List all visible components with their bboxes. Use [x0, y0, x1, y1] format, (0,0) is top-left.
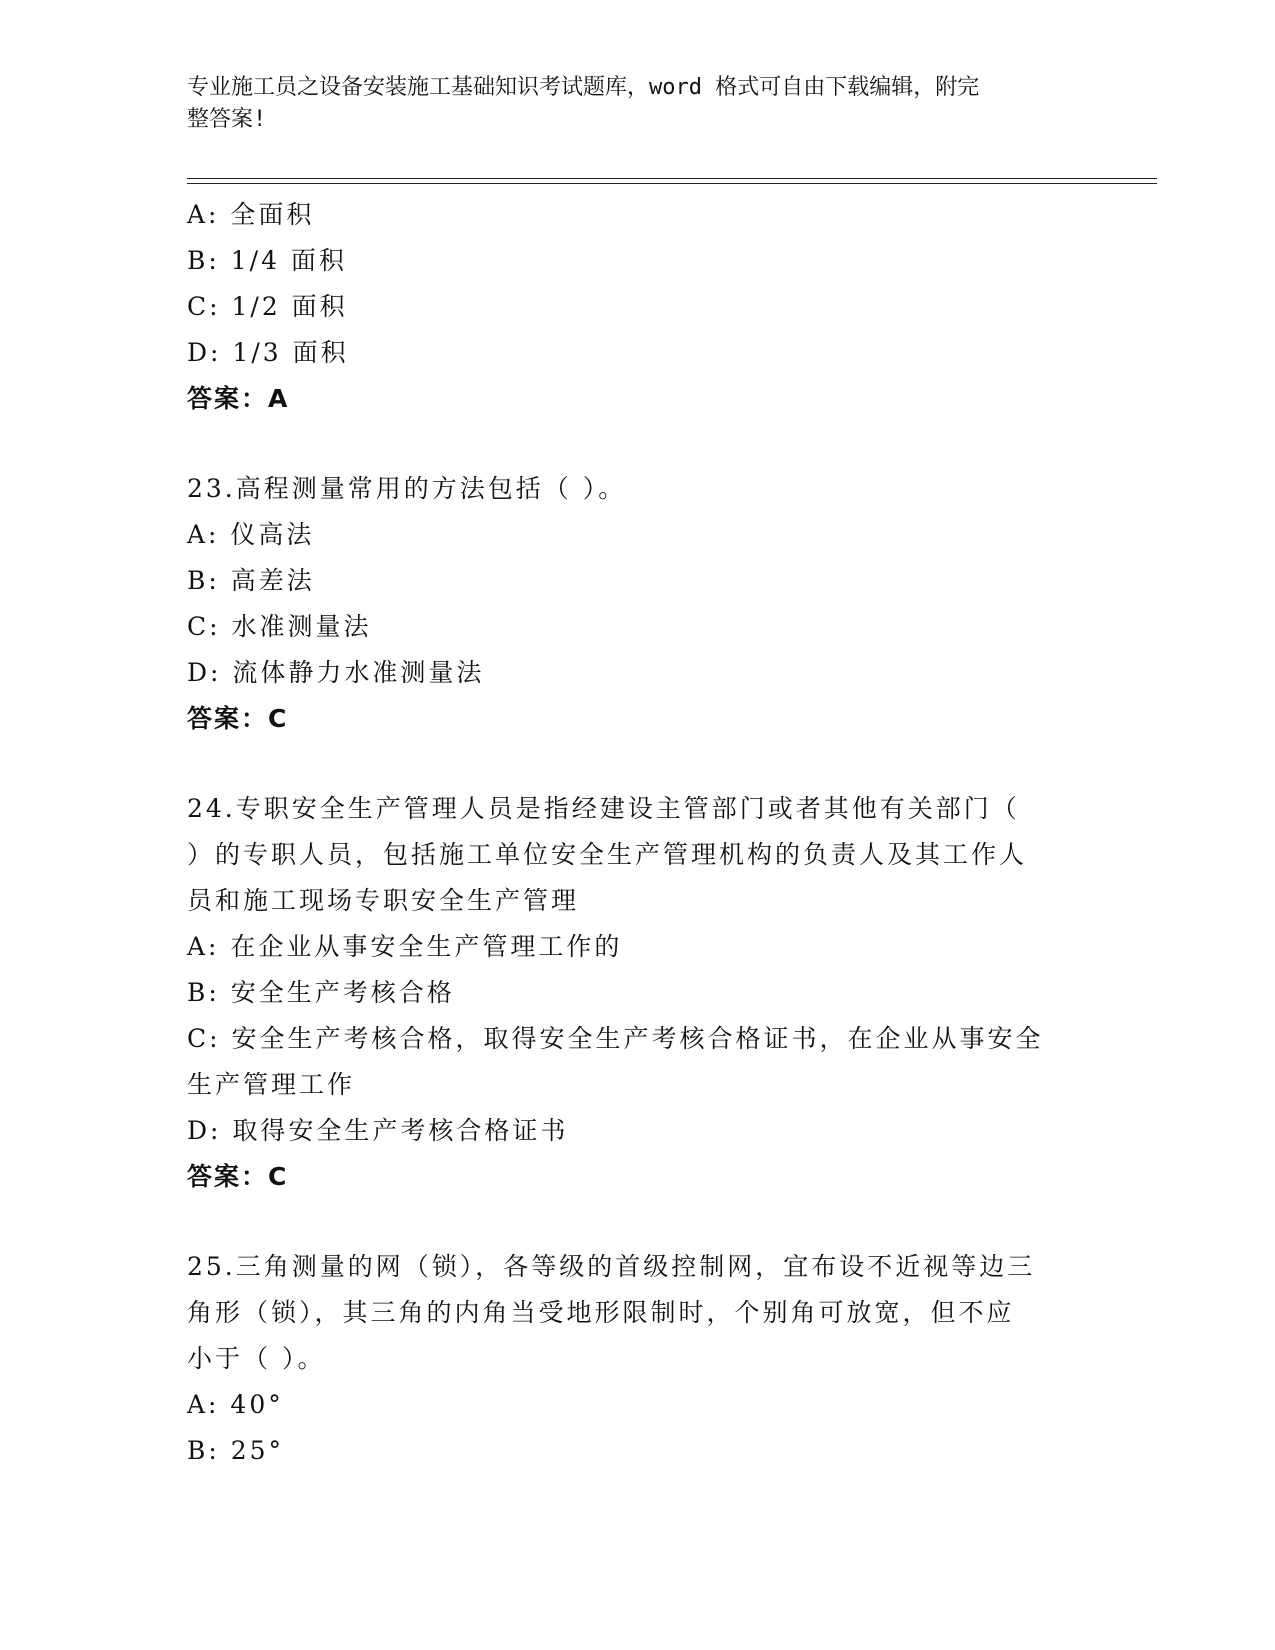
header-line-2: 整答案!	[187, 107, 267, 132]
question-block-24	[187, 786, 1077, 1200]
question-gap	[187, 742, 1077, 786]
question-stem: 23.高程测量常用的方法包括（ ）。	[187, 474, 627, 503]
option-c: C: 1/2 面积	[187, 292, 348, 321]
option-b: B: 高差法	[187, 566, 315, 595]
document-body	[187, 192, 1077, 1474]
option-b: B: 1/4 面积	[187, 246, 347, 275]
option-b: B: 安全生产考核合格	[187, 978, 455, 1007]
option-c: C: 水准测量法	[187, 612, 372, 641]
option-d: D: 流体静力水准测量法	[187, 658, 485, 687]
answer-line: 答案：C	[187, 704, 289, 733]
answer-line: 答案：A	[187, 384, 290, 413]
question-stem-line-3: 员和施工现场专职安全生产管理	[187, 886, 580, 915]
question-stem-line-2: ）的专职人员，包括施工单位安全生产管理机构的负责人及其工作人	[187, 840, 1028, 869]
option-b: B: 25°	[187, 1436, 285, 1465]
question-stem-line-1: 25.三角测量的网（锁），各等级的首级控制网，宜布设不近视等边三	[187, 1252, 1036, 1281]
question-stem-line-1: 24.专职安全生产管理人员是指经建设主管部门或者其他有关部门（	[187, 794, 1020, 823]
header-rule-top	[187, 178, 1157, 179]
question-gap	[187, 422, 1077, 466]
question-block-23	[187, 466, 1077, 742]
question-stem-line-2: 角形（锁），其三角的内角当受地形限制时，个别角可放宽，但不应	[187, 1298, 1015, 1327]
option-a: A: 40°	[187, 1390, 284, 1419]
option-a: A: 在企业从事安全生产管理工作的	[187, 932, 623, 961]
question-stem-line-3: 小于（ ）。	[187, 1344, 326, 1373]
option-d: D: 1/3 面积	[187, 338, 349, 367]
question-block-25	[187, 1244, 1077, 1474]
header-rule-bottom	[187, 183, 1157, 184]
option-c-line-1: C: 安全生产考核合格，取得安全生产考核合格证书，在企业从事安全	[187, 1024, 1044, 1053]
option-a: A: 仪高法	[187, 520, 315, 549]
option-d: D: 取得安全生产考核合格证书	[187, 1116, 569, 1145]
option-a: A: 全面积	[187, 200, 315, 229]
answer-line: 答案：C	[187, 1162, 289, 1191]
question-block-22	[187, 192, 1077, 422]
header-line-1: 专业施工员之设备安装施工基础知识考试题库，word 格式可自由下载编辑，附完	[187, 75, 980, 100]
page-header	[187, 72, 1067, 136]
option-c-line-2: 生产管理工作	[187, 1070, 356, 1099]
question-gap	[187, 1200, 1077, 1244]
